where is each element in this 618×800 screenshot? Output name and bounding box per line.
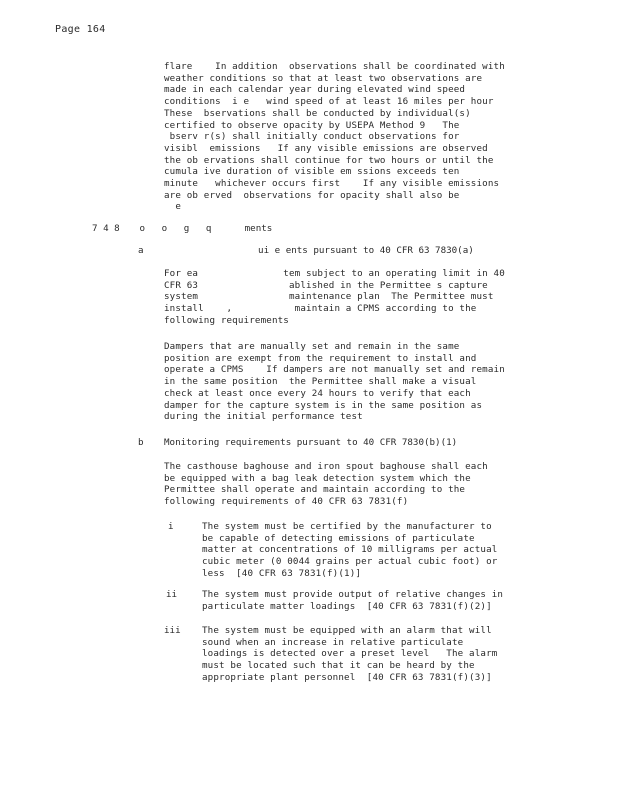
- text-line: in the same position the Permittee shall make a visual: [164, 376, 477, 388]
- text-line: loadings is detected over a preset level The alarm: [202, 648, 498, 660]
- text-line: position are exempt from the requirement to install and: [164, 352, 477, 364]
- text-line: e: [164, 201, 182, 213]
- text-line: the ob ervations shall continue for two hours or until the: [164, 154, 494, 166]
- text-line: damper for the capture system is in the same position as: [164, 399, 483, 411]
- text-line: check at least once every 24 hours to verify that each: [164, 387, 471, 399]
- text-line: during the initial performance test: [164, 411, 363, 423]
- text-line: bserv r(s) shall initially conduct observations for: [164, 131, 460, 143]
- text-line: particulate matter loadings [40 CFR 63 7831(f)(2)]: [202, 600, 492, 612]
- subitem-iii-marker: iii: [164, 625, 181, 636]
- text-line: following requirements: [164, 314, 289, 326]
- section-number: 7 4 8: [92, 223, 120, 234]
- text-line: matter at concentrations of 10 milligrams per actual: [202, 544, 498, 556]
- text-line: visibl emissions If any visible emissions are observed: [164, 142, 488, 154]
- text-line: The system must be certified by the manufacturer to: [202, 521, 492, 532]
- text-line: Dampers that are manually set and remain in the same: [164, 341, 460, 352]
- text-line: following requirements of 40 CFR 63 7831(f): [164, 496, 409, 508]
- page-header: Page 164: [55, 24, 106, 35]
- text-line: weather conditions so that at least two observations are: [164, 72, 483, 84]
- item-b-marker: b: [138, 437, 144, 448]
- subitem-i-marker: i: [168, 521, 174, 532]
- text-line: be equipped with a bag leak detection system which the: [164, 472, 471, 484]
- text-line: minute whichever occurs first If any visible emissions: [164, 178, 500, 190]
- text-line: CFR 63 ablished in the Permittee s capture: [164, 279, 488, 291]
- text-line: flare In addition observations shall be coordinated with: [164, 61, 505, 72]
- text-line: less [40 CFR 63 7831(f)(1)]: [202, 567, 362, 579]
- text-line: appropriate plant personnel [40 CFR 63 7831(f)(3)]: [202, 671, 492, 683]
- item-b-title: Monitoring requirements pursuant to 40 CFR 7830(b)(1): [164, 437, 458, 448]
- item-b-paragraph-1: [164, 461, 488, 508]
- text-line: cubic meter (0 0044 grains per actual cubic foot) or: [202, 556, 498, 568]
- text-line: must be located such that it can be heard by the: [202, 660, 475, 672]
- subitem-i-text: [202, 521, 497, 580]
- item-a-marker: a: [138, 245, 144, 256]
- subitem-ii-marker: ii: [166, 589, 178, 600]
- item-a-paragraph-1: [164, 268, 505, 327]
- item-a-title: ui e ents pursuant to 40 CFR 63 7830(a): [164, 245, 474, 256]
- text-line: be capable of detecting emissions of particulate: [202, 532, 475, 544]
- text-line: are ob erved observations for opacity shall also be: [164, 189, 460, 201]
- text-line: The system must provide output of relative changes in: [202, 589, 504, 600]
- text-line: Permittee shall operate and maintain according to the: [164, 484, 466, 496]
- subitem-ii-text: [202, 589, 503, 612]
- subitem-iii-text: [202, 625, 497, 684]
- text-line: certified to observe opacity by USEPA Method 9 The: [164, 119, 460, 131]
- item-a-paragraph-2: [164, 341, 505, 423]
- text-line: install , maintain a CPMS according to the: [164, 303, 477, 315]
- text-line: The casthouse baghouse and iron spout baghouse shall each: [164, 461, 488, 472]
- text-line: sound when an increase in relative particulate: [202, 636, 464, 648]
- text-line: made in each calendar year during elevated wind speed: [164, 84, 466, 96]
- text-line: operate a CPMS If dampers are not manually set and remain: [164, 364, 505, 376]
- text-line: These bservations shall be conducted by individual(s): [164, 107, 471, 119]
- text-line: conditions i e wind speed of at least 16 miles per hour: [164, 96, 494, 108]
- section-heading: o o g q ments: [134, 223, 273, 234]
- text-line: For ea tem subject to an operating limit in 40: [164, 268, 505, 279]
- text-line: system maintenance plan The Permittee must: [164, 291, 494, 303]
- text-line: The system must be equipped with an alarm that will: [202, 625, 492, 636]
- intro-paragraph: [164, 61, 505, 213]
- text-line: cumula ive duration of visible em ssions exceeds ten: [164, 166, 460, 178]
